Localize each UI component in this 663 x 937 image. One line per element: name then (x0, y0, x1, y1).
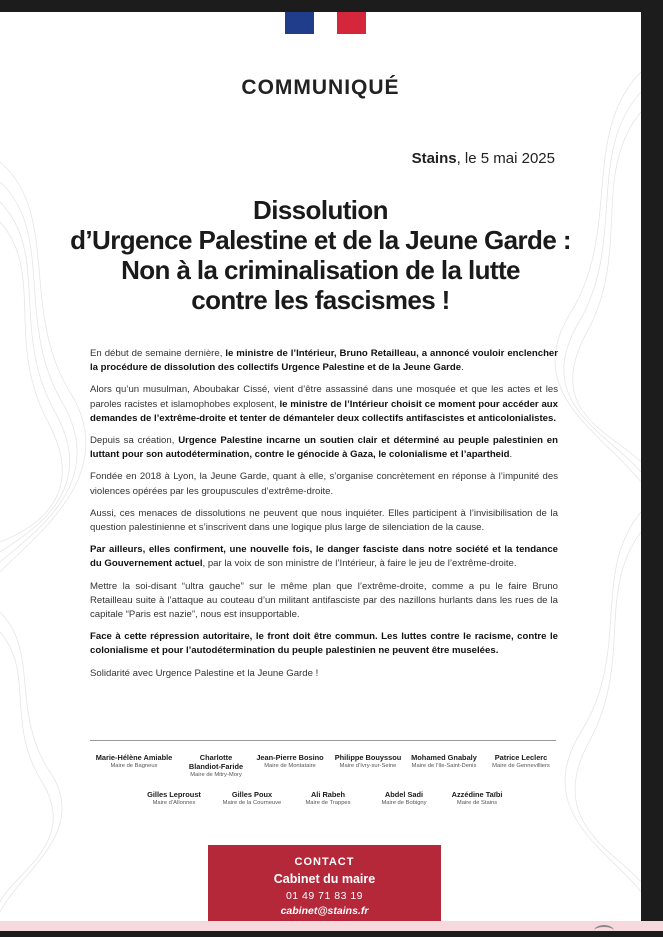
signatory-name: Charlotte (199, 753, 233, 762)
signatory-title: Maire de Trappes (305, 800, 351, 806)
text: Solidarité avec Urgence Palestine et la Jeune Garde ! (90, 667, 319, 679)
text: . (509, 449, 513, 461)
signatory-title: Maire de Mitry-Mory (190, 772, 242, 778)
signatory-title: Maire de Bagneux (110, 763, 158, 769)
headline-line: Non à la criminalisation de la lutte (121, 255, 520, 285)
dateline-date: , le 5 mai 2025 (456, 150, 555, 167)
signatory-name: Azzédine Taïbi (451, 790, 503, 799)
signatory-title: Maire de Stains (456, 800, 498, 806)
text: Depuis sa création, (90, 435, 179, 447)
body-paragraph (90, 434, 558, 462)
body-paragraph (90, 470, 558, 498)
contact-email[interactable]: cabinet@stains.fr (280, 905, 369, 917)
bottom-bar (0, 921, 663, 931)
signatory-title: Maire de la Courneuve (222, 800, 282, 806)
communique-body (90, 347, 558, 689)
bold-text: le ministre de l’Intérieur, Bruno Retailleau, a annoncé vouloir enclencher la procédure de dissolution des collectifs Urgence Palestine et de la Jeune Garde (90, 348, 558, 374)
signatory (471, 753, 571, 771)
text: Fondée en 2018 à Lyon, la Jeune Garde, quant à elle, s’organise concrètement en réponse à l’impunité des violences opérées par les groupuscules d’extrême-droite. (90, 471, 558, 497)
dateline-place: Stains (411, 150, 457, 167)
signatory-name: Mohamed Gnabaly (411, 753, 477, 762)
signatory-name: Jean-Pierre Bosino (256, 753, 324, 762)
text: Mettre la soi-disant “ultra gauche” sur le même plan que l’extrême-droite, comme a pu le faire Bruno Retailleau suite à l’attaque au couteau d’un militant antifasciste par des nazillons hurlants dans les rues de la capitale “Paris est nazie”, nous est insupportable. (90, 580, 558, 621)
headline-line: contre les fascismes ! (191, 285, 450, 315)
contact-office: Cabinet du maire (273, 872, 376, 886)
bold-text: Par ailleurs, elles confirment, une nouvelle fois, le danger fasciste dans notre société et la tendance du Gouvernement actuel (90, 544, 558, 570)
body-paragraph (90, 543, 558, 571)
signatory-name: Ali Rabeh (310, 790, 346, 799)
signatory-title: Maire de Bobigny (381, 800, 427, 806)
signatory-title: Maire de Montataire (264, 763, 316, 769)
body-paragraph (90, 347, 558, 375)
flag-blue-band (285, 12, 314, 34)
body-paragraph (90, 630, 558, 658)
contact-box (208, 845, 441, 921)
signatory-name: Gilles Leproust (147, 790, 201, 799)
partial-round-icon (594, 925, 614, 937)
headline-line: d’Urgence Palestine et de la Jeune Garde : (70, 225, 571, 255)
text: En début de semaine dernière, (90, 348, 226, 359)
contact-heading: CONTACT (294, 856, 355, 868)
dateline (412, 150, 555, 167)
signatory-name: Philippe Bouyssou (334, 753, 402, 762)
signatory-name: Marie-Hélène Amiable (95, 753, 173, 762)
contact-phone[interactable]: 01 49 71 83 19 (285, 890, 364, 902)
signatory-title: Maire de Gennevilliers (492, 763, 550, 769)
signatories-row-2 (0, 790, 641, 830)
body-paragraph (90, 383, 558, 426)
signatory-name: Blandiot-Faride (188, 762, 244, 771)
text: , par la voix de son ministre de l’Intérieur, à faire le jeu de l’extrême-droite. (202, 558, 517, 570)
signatory (427, 790, 527, 808)
signature-divider (90, 740, 556, 741)
communique-page (0, 12, 641, 921)
body-paragraph (90, 580, 558, 623)
headline (0, 195, 641, 315)
bold-text: Face à cette répression autoritaire, le front doit être commun. Les luttes contre le racisme, contre le colonialisme et pour l’autodétermination du peuple palestinien ne peuvent être muselées. (90, 631, 558, 657)
text: . (461, 362, 464, 374)
signatory-title: Maire d’Allonnes (152, 800, 196, 806)
bold-text: Urgence Palestine incarne un soutien clair et déterminé au peuple palestinien en luttant pour son autodétermination, contre le génocide à Gaza, le colonialisme et l’apartheid (90, 435, 558, 461)
signatory-name: Patrice Leclerc (494, 753, 548, 762)
bold-text: le ministre de l’Intérieur choisit ce moment pour accéder aux demandes de l’extrême-droite et tenter de démanteler deux collectifs antifascistes et anticolonialistes. (90, 398, 558, 424)
headline-line: Dissolution (253, 195, 388, 225)
page-title: COMMUNIQUÉ (241, 76, 400, 99)
body-paragraph (90, 667, 558, 681)
flag-red-band (337, 12, 366, 34)
signatory-name: Gilles Poux (231, 790, 273, 799)
body-paragraph (90, 507, 558, 535)
text: Aussi, ces menaces de dissolutions ne peuvent que nous inquiéter. Elles participent à l’invisibilisation de la question palestinienne et s’inscrivent dans une logique plus large de silenciation de la cause. (90, 507, 558, 534)
signatories-row-1 (0, 753, 641, 793)
signatory-title: Maire d’Ivry-sur-Seine (339, 763, 397, 769)
signatory-title: Maire de l’Ile-Saint-Denis (411, 763, 477, 769)
text: Alors qu’un musulman, Aboubakar Cissé, vient d’être assassiné dans une mosquée et que les actes et les paroles racistes et islamophobes explosent, (90, 384, 558, 410)
signatory-name: Abdel Sadi (384, 790, 424, 799)
